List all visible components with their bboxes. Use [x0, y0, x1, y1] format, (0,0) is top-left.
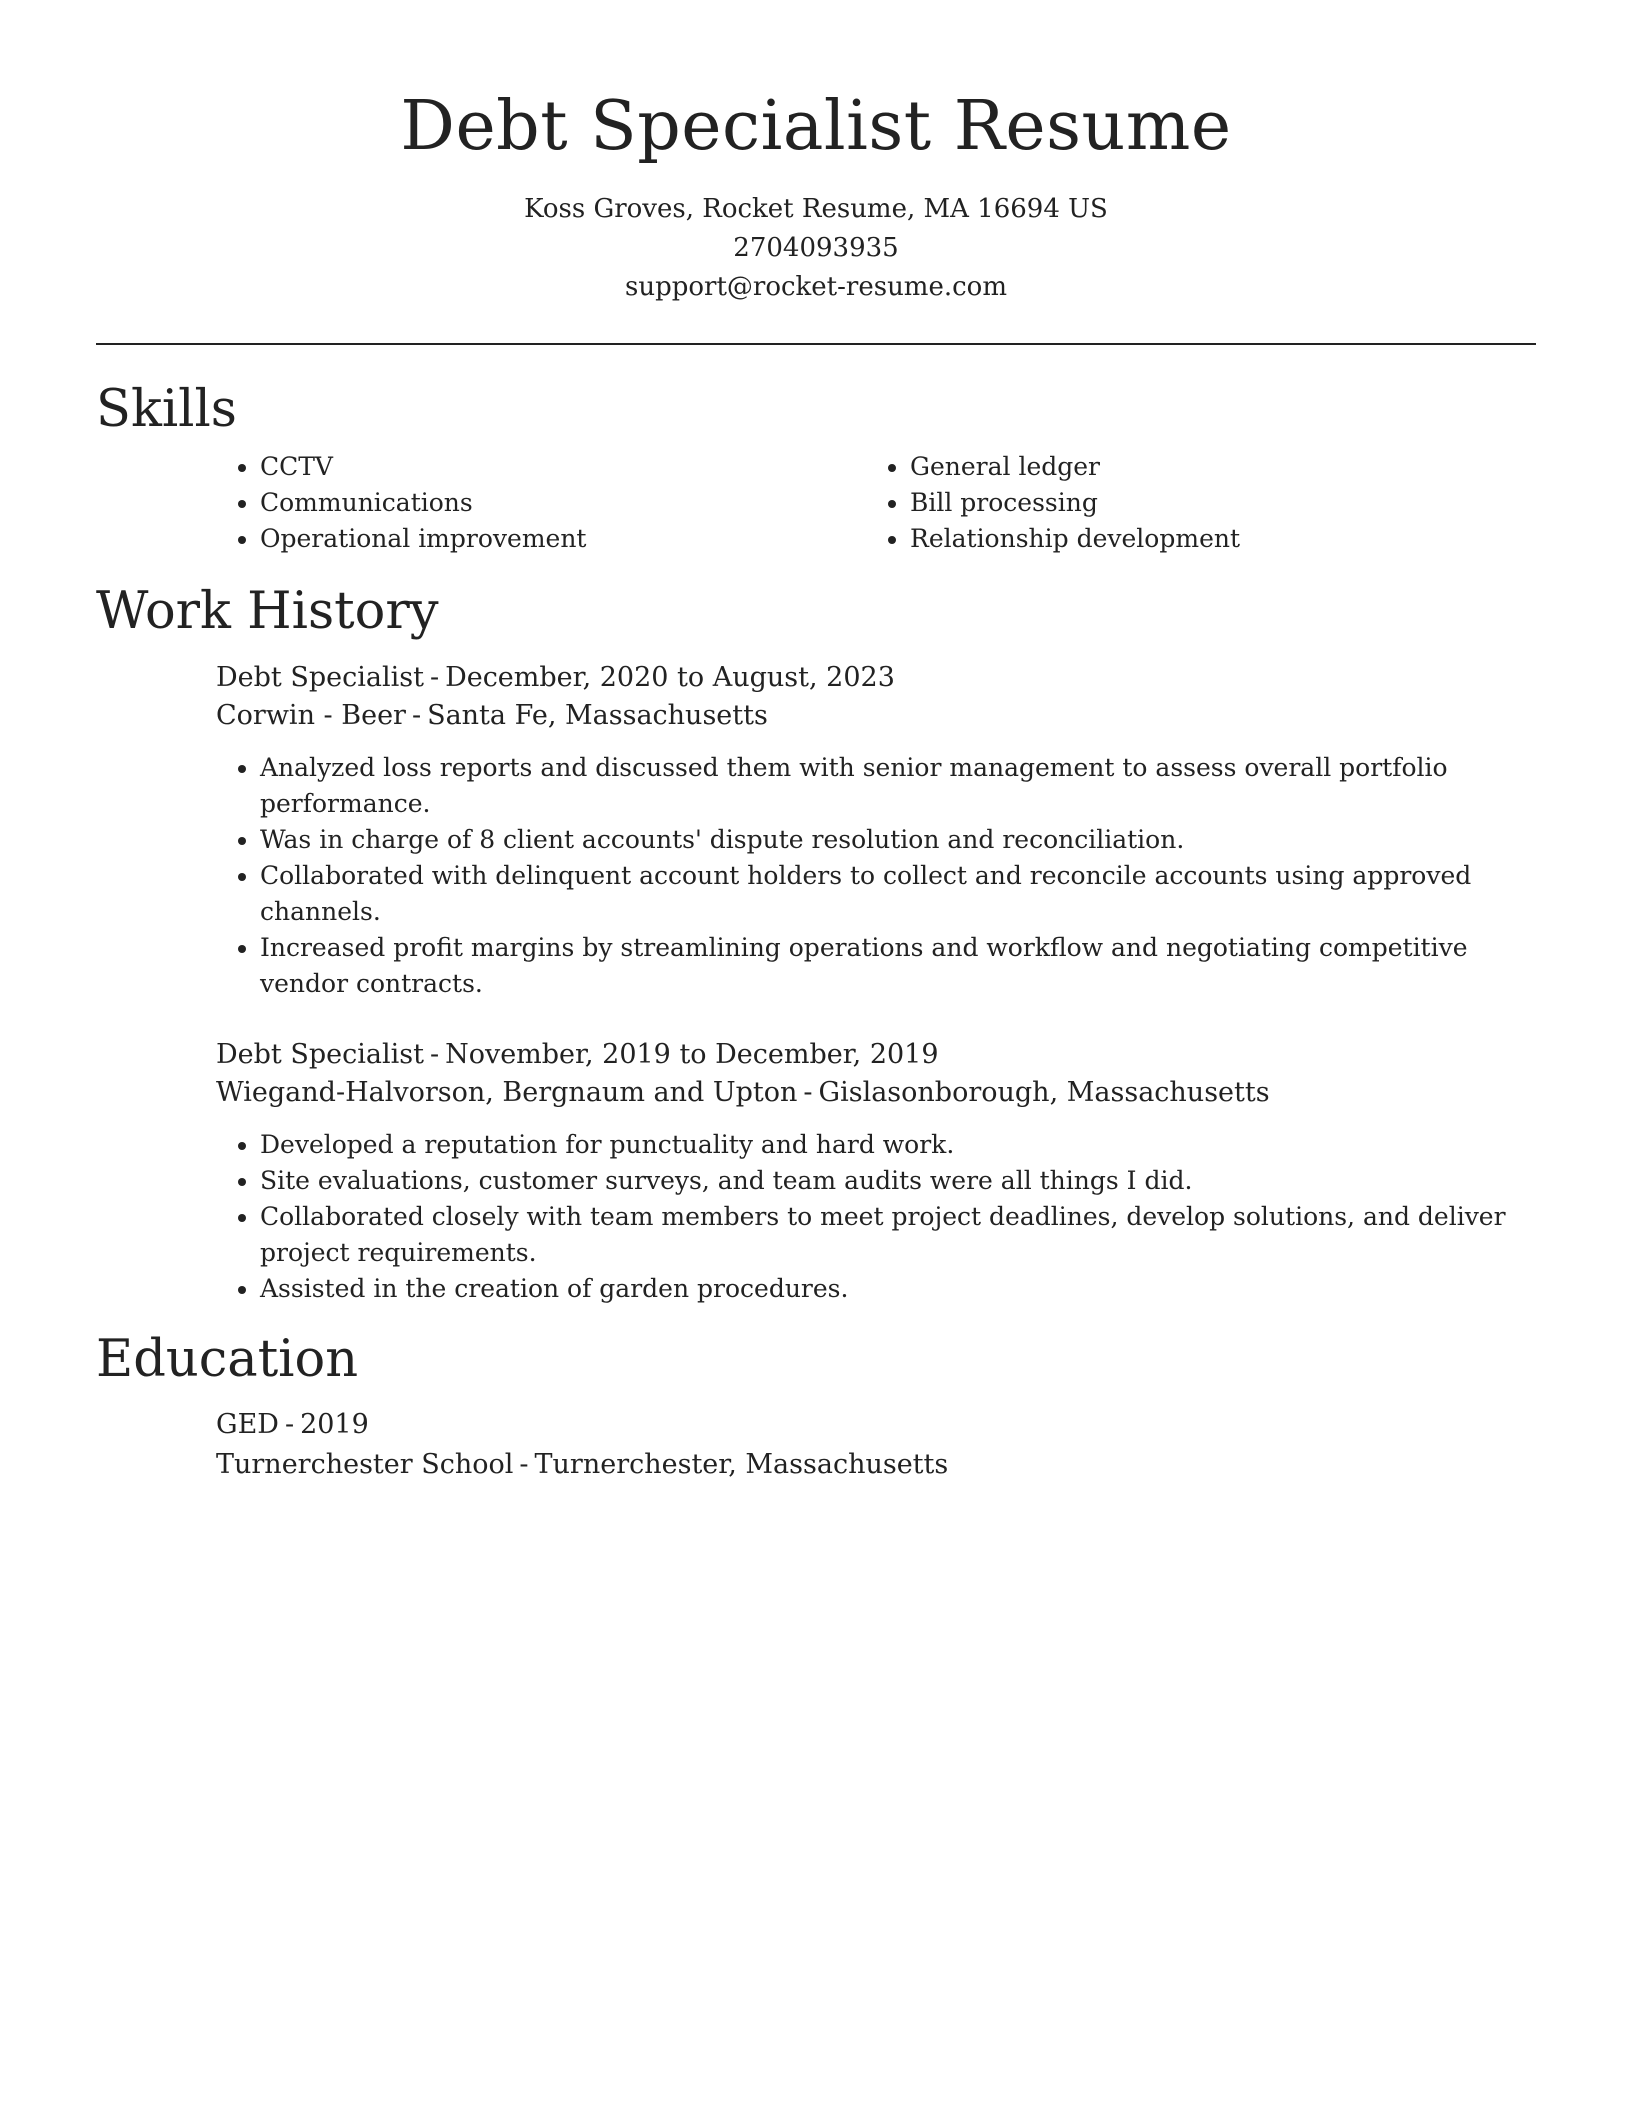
job-bullet: • Assisted in the creation of garden procedures.: [260, 1271, 1536, 1307]
education-location: Turnerchester, Massachusetts: [534, 1449, 949, 1480]
job-bullet: • Analyzed loss reports and discussed them with senior management to assess overall portfolio performance.: [260, 750, 1536, 822]
email-address: support@rocket-resume.com: [624, 272, 1007, 302]
skills-heading: Skills: [96, 380, 237, 439]
header-divider: [96, 343, 1536, 345]
job-location: Santa Fe, Massachusetts: [427, 700, 768, 731]
work-history-heading: Work History: [96, 582, 439, 641]
job-location: Gislasonborough, Massachusetts: [818, 1077, 1270, 1108]
job-company: Wiegand-Halvorson, Bergnaum and Upton: [216, 1077, 798, 1108]
separator: -: [411, 700, 422, 731]
job-company: Corwin - Beer: [216, 700, 406, 731]
education-heading: Education: [96, 1330, 359, 1389]
skill-item: • General ledger: [910, 449, 1396, 485]
skill-item: • CCTV: [260, 449, 746, 485]
job-bullet: • Site evaluations, customer surveys, and team audits were all things I did.: [260, 1163, 1536, 1199]
resume-header: [96, 0, 1536, 307]
job-bullets: [216, 1127, 1536, 1307]
separator: -: [519, 1449, 529, 1480]
education-entry: [216, 1405, 1536, 1485]
job-bullet: • Developed a reputation for punctuality and hard work.: [260, 1127, 1536, 1163]
skills-column-2: [746, 449, 1396, 557]
skill-item: • Communications: [260, 485, 746, 521]
job-title-line: [216, 1036, 1536, 1074]
job-title-line: [216, 659, 1536, 697]
job-title: Debt Specialist: [216, 1039, 424, 1070]
job-title: Debt Specialist: [216, 662, 424, 693]
education-degree: GED: [216, 1409, 279, 1440]
phone-number: 2704093935: [733, 233, 899, 263]
job-entry: [216, 1036, 1536, 1307]
job-entry: [216, 659, 1536, 1002]
education-school-line: [216, 1445, 1536, 1485]
education-degree-line: [216, 1405, 1536, 1445]
separator: -: [429, 1039, 440, 1070]
job-dates: November, 2019 to December, 2019: [445, 1039, 939, 1070]
address-line: Koss Groves, Rocket Resume, MA 16694 US: [524, 194, 1108, 224]
skill-item: • Bill processing: [910, 485, 1396, 521]
separator: -: [284, 1409, 295, 1440]
job-bullet: • Collaborated with delinquent account holders to collect and reconcile accounts using approved channels.: [260, 858, 1536, 930]
separator: -: [803, 1077, 813, 1108]
job-company-line: [216, 697, 1536, 735]
contact-info: [96, 190, 1536, 307]
job-bullet: • Collaborated closely with team members to meet project deadlines, develop solutions, and deliver project requirements.: [260, 1199, 1536, 1271]
separator: -: [429, 662, 440, 693]
skills-column-1: [96, 449, 746, 557]
skill-item: • Relationship development: [910, 521, 1396, 557]
resume-page: [96, 0, 1536, 1485]
job-bullet: • Was in charge of 8 client accounts' dispute resolution and reconciliation.: [260, 822, 1536, 858]
job-dates: December, 2020 to August, 2023: [445, 662, 895, 693]
skill-item: • Operational improvement: [260, 521, 746, 557]
job-bullet: • Increased profit margins by streamlining operations and workflow and negotiating competitive vendor contracts.: [260, 930, 1536, 1002]
education-school: Turnerchester School: [216, 1449, 514, 1480]
education-year: 2019: [300, 1409, 369, 1440]
skills-list: [96, 449, 1536, 557]
page-title: Debt Specialist Resume: [400, 87, 1232, 166]
job-bullets: [216, 750, 1536, 1002]
job-company-line: [216, 1074, 1536, 1112]
